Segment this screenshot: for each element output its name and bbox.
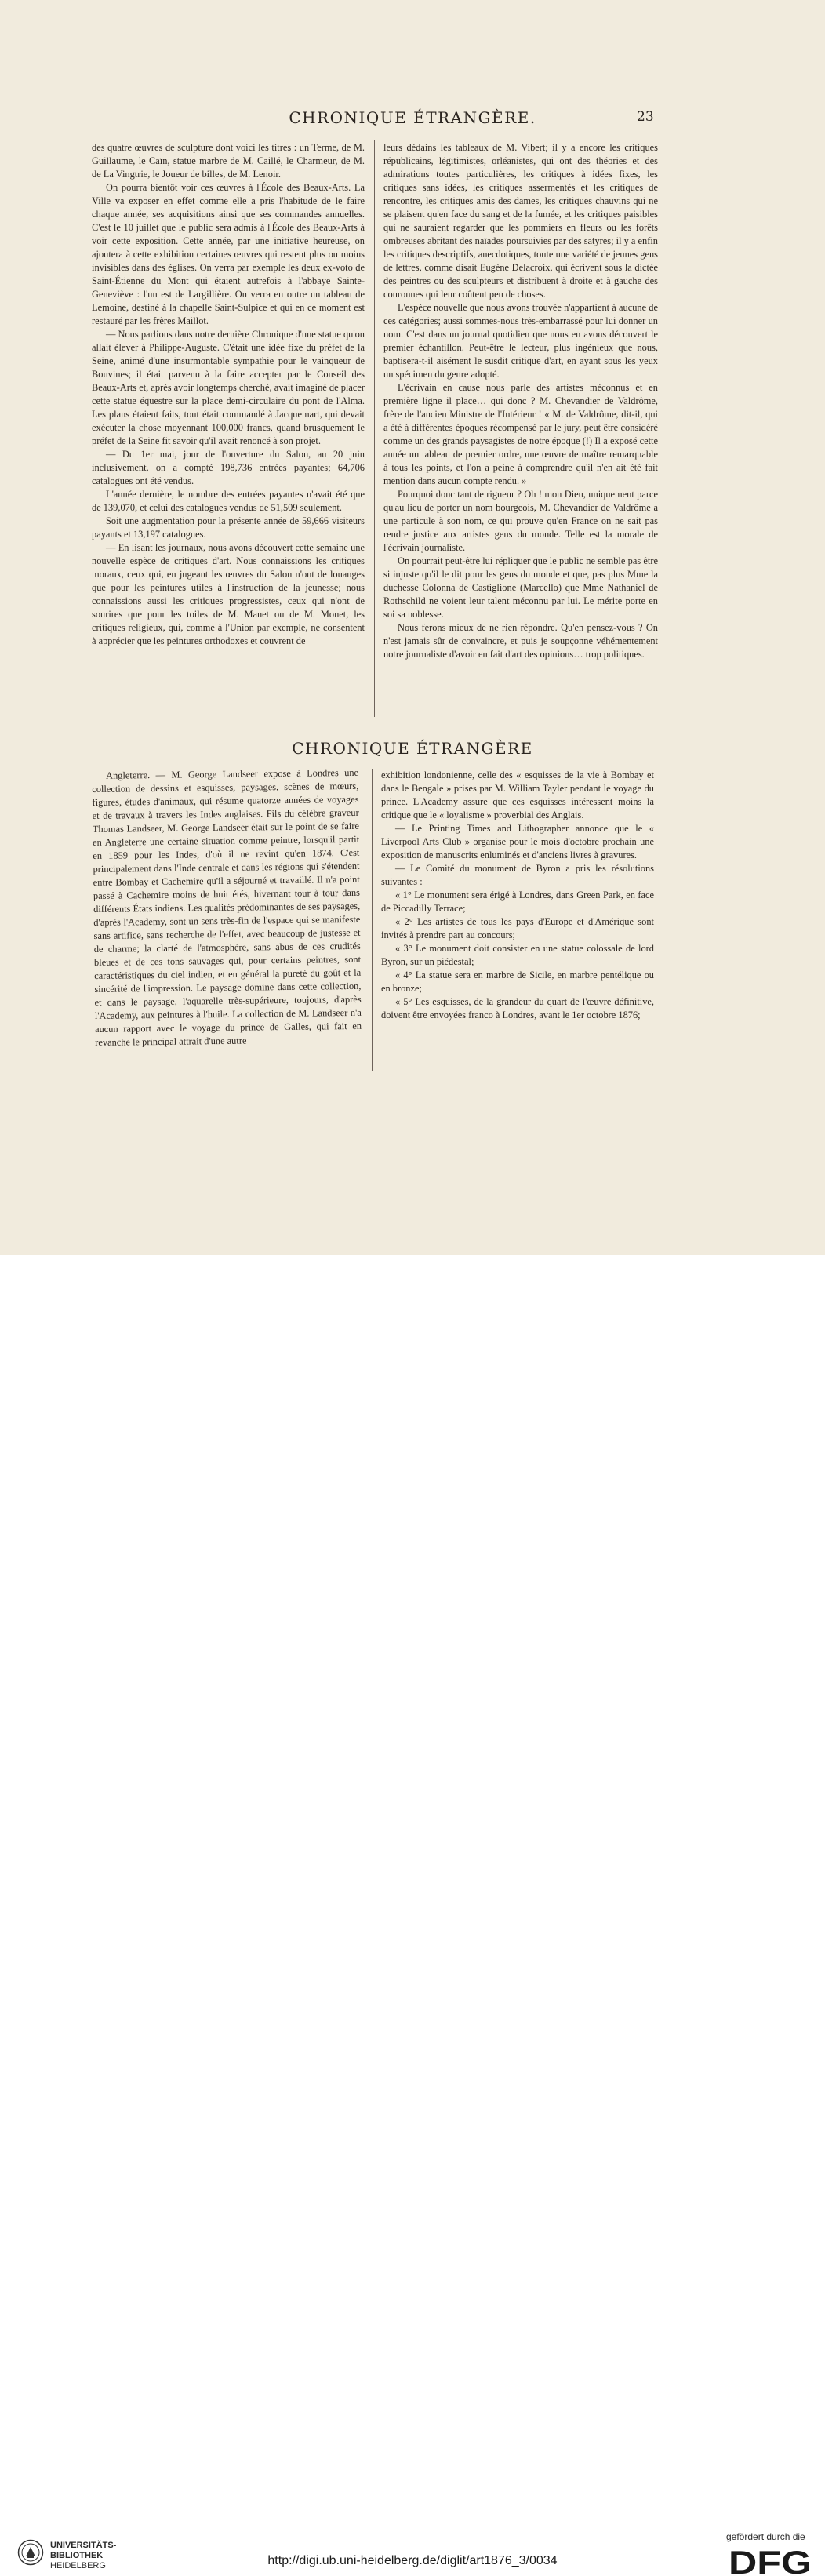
paragraph: — Le Printing Times and Lithographer annonce que le « Liverpool Arts Club » organise pour le mois d'octobre prochain une exposition de manuscrits enluminés et d'anciens livres à gravures. bbox=[381, 823, 654, 860]
viewer-footer bbox=[0, 1255, 825, 2576]
institution-line: BIBLIOTHEK bbox=[50, 2551, 104, 2560]
paragraph: — Du 1er mai, jour de l'ouverture du Salon, au 20 juin inclusivement, on a compté 198,736 entrées payantes; 64,706 catalogues ont été vendus. bbox=[92, 449, 365, 486]
paragraph: Nous ferons mieux de ne rien répondre. Qu'en pensez-vous ? On n'est jamais sûr de convaincre, et puis je soupçonne véhémentement notre journaliste d'avoir en fait d'art des opinions… trop politiques. bbox=[383, 622, 658, 660]
top-right-column bbox=[383, 141, 658, 661]
paragraph: On pourra bientôt voir ces œuvres à l'École des Beaux-Arts. La Ville va exposer en effet comme elle a pris l'habitude de le faire chaque année, ses acquisitions ainsi que ses commandes annuelles. C'est le 10 juillet que le public sera admis à l'École des Beaux-Arts à voir cette exposition. Cette année, par une initiative heureuse, on ajoutera à cette exhibition certaines œuvres qui restent plus ou moins invisibles dans des églises. On verra par exemple les deux ex-voto de Saint-Étienne du Mont qui étaient autrefois à l'abbaye Sainte-Geneviève : l'un est de Largillière. On verra en outre un tableau de Lemoine, destiné à la chapelle Saint-Sulpice et qui en ce moment est restauré par les frères Maillot. bbox=[92, 182, 365, 326]
bottom-right-column bbox=[381, 769, 654, 1022]
page-number: 23 bbox=[637, 109, 654, 125]
scanned-page bbox=[0, 0, 825, 1255]
paragraph: « 1° Le monument sera érigé à Londres, dans Green Park, en face de Piccadilly Terrace; bbox=[381, 890, 654, 914]
dfg-logo bbox=[729, 2546, 813, 2576]
paragraph: L'année dernière, le nombre des entrées payantes n'avait été que de 139,070, et celui des catalogues vendus de 51,509 seulement. bbox=[92, 489, 365, 513]
page-url[interactable]: http://digi.ub.uni-heidelberg.de/diglit/art1876_3/0034 bbox=[267, 2554, 558, 2567]
funded-by-label: gefördert durch die bbox=[726, 2531, 805, 2542]
paragraph: L'espèce nouvelle que nous avons trouvée n'appartient à aucune de ces catégories; aussi sommes-nous très-embarrassé pour lui donner un nom. C'est dans un journal quotidien que nous en avons découvert le premier échantillon. Peut-être le lecteur, plus ingénieux que nous, baptisera-t-il aisément le susdit critique d'art, en ayant sous les yeux un spécimen du genre adopté. bbox=[383, 302, 658, 380]
paragraph: — En lisant les journaux, nous avons découvert cette semaine une nouvelle espèce de critiques d'art. Nous connaissions les critiques moraux, ceux qui, en jugeant les œuvres du Salon n'ont de louanges que pour les peintures utiles à l'instruction de la jeunesse; nous connaissions aussi les critiques progressistes, ceux qui n'ont de sourires que pour les toiles de M. Manet ou de M. Monet, les critiques religieux, qui, comme à l'Union par exemple, ne consentent à apprécier que les peintures orthodoxes et couvrent de bbox=[92, 542, 365, 646]
paragraph: « 2° Les artistes de tous les pays d'Europe et d'Amérique sont invités à prendre part au concours; bbox=[381, 916, 654, 941]
institution-line: UNIVERSITÄTS- bbox=[50, 2541, 117, 2550]
paragraph: Soit une augmentation pour la présente année de 59,666 visiteurs payants et 13,197 catalogues. bbox=[92, 515, 365, 540]
column-divider bbox=[374, 140, 375, 717]
paragraph: exhibition londonienne, celle des « esquisses de la vie à Bombay et dans le Bengale » prises par M. William Tayler pendant le voyage du prince. L'Academy assure que ces esquisses intéressent moins la critique que le « loyalisme » proverbial des Anglais. bbox=[381, 770, 654, 820]
paragraph: On pourrait peut-être lui répliquer que le public ne semble pas être si injuste qu'il le dit pour les gens du monde et que, pas plus Mme la duchesse Colonna de Castiglione (Marcello) que Mme Nathaniel de Rothschild ne voient leur talent méconnu par lui. Le mérite porte en soi sa noblesse. bbox=[383, 555, 658, 620]
paragraph: — Le Comité du monument de Byron a pris les résolutions suivantes : bbox=[381, 863, 654, 887]
paragraph: L'écrivain en cause nous parle des artistes méconnus et en première ligne il place… qui donc ? M. Chevandier de Valdrôme, frère de l'ancien Ministre de l'Intérieur ! « M. de Valdrôme, dit-il, qui a été à différentes époques récompensé par le jury, peut être considéré comme un des grands paysagistes de notre époque (!) Il a exposé cette année un tableau de premier ordre, une œuvre de maître remarquable à tous les points, et l'on a peine à comprendre qu'il n'en ait été fait mention dans aucun compte rendu. » bbox=[383, 382, 658, 486]
running-head: CHRONIQUE ÉTRANGÈRE. bbox=[289, 108, 536, 127]
paragraph: Angleterre. — M. George Landseer expose à Londres une collection de dessins et esquisses, paysages, scènes de mœurs, figures, études d'animaux, qui résume quatorze années de voyages et de travaux à travers les Indes anglaises. Fils du célèbre graveur Thomas Landseer, M. George Landseer était sur le point de se faire en Angleterre une certaine situation comme peintre, lorsqu'il partit en 1859 pour les Indes, d'où il ne revint qu'en 1874. C'est principalement dans l'Inde centrale et dans les régions qui s'étendent entre Bombay et Cachemire qu'il a séjourné et travaillé. Il n'a point passé à Cachemire moins de huit étés, hivernant tour à tour dans différents États indiens. Les qualités prédominantes de ses paysages, d'après l'Academy, sont un sens très-fin de l'espace qui se manifeste sans artifice, sans recherche de l'effet, avec beaucoup de justesse et de charme; la clarté de l'atmosphère, sans abus de ces crudités bleues et de ces tons sauvages qui, pour certains peintres, sont caractéristiques du ciel indien, et en général la pureté du goût et la sincérité de l'impression. Le paysage domine dans cette collection, et dans le paysage, l'aquarelle très-supérieure, toujours, d'après l'Academy, aux peintures à l'huile. La collection de M. Landseer n'a aucun rapport avec le voyage du prince de Galles, qui fait en revanche le principal attrait d'une autre bbox=[92, 766, 362, 1048]
paragraph: des quatre œuvres de sculpture dont voici les titres : un Terme, de M. Guillaume, le Caïn, statue marbre de M. Caillé, le Charmeur, de M. de La Vingtrie, le Joueur de billes, de M. Lenoir. bbox=[92, 142, 365, 180]
paragraph: Pourquoi donc tant de rigueur ? Oh ! mon Dieu, uniquement parce qu'au lieu de porter un nom bourgeois, M. Chevandier de Valdrôme a une particule à son nom, ce qui prouve qu'en France on ne sait pas rendre justice aux artistes gens du monde. Telle est la morale de l'écrivain journaliste. bbox=[383, 489, 658, 553]
paragraph: « 4° La statue sera en marbre de Sicile, en marbre pentélique ou en bronze; bbox=[381, 970, 654, 994]
paragraph: « 5° Les esquisses, de la grandeur du quart de l'œuvre définitive, doivent être envoyées franco à Londres, avant le 1er octobre 1876; bbox=[381, 996, 654, 1021]
section-title: CHRONIQUE ÉTRANGÈRE bbox=[292, 739, 533, 758]
dfg-logo-text: DFG bbox=[729, 2546, 812, 2576]
institution-line: HEIDELBERG bbox=[50, 2561, 106, 2571]
bottom-left-column bbox=[92, 766, 362, 1050]
paragraph: « 3° Le monument doit consister en une statue colossale de lord Byron, sur un piédestal; bbox=[381, 943, 654, 967]
top-left-column bbox=[92, 141, 365, 648]
column-divider bbox=[372, 769, 373, 1071]
paragraph: leurs dédains les tableaux de M. Vibert; il y a encore les critiques républicains, légitimistes, orléanistes, qui ont des théories et des admirations toutes particulières, les critiques à idées fixes, les critiques sans idées, les critiques assermentés et les critiques de rencontre, les critiques amis des dames, les critiques chauvins qui ne se plaisent qu'en face du sang et de la fumée, et les critiques paisibles qui ne sauraient regarder que les pommiers en fleurs ou les forêts ombreuses abritant des naïades poursuivies par des satyres; il y a enfin les critiques descriptifs, anecdotiques, toute une variété de jeunes gens de lettres, comme disait Eugène Delacroix, qui écrivent sous la dictée des peintres ou des sculpteurs et distribuent à droite et à gauche des couronnes qui leur coûtent peu de choses. bbox=[383, 142, 658, 300]
paragraph: — Nous parlions dans notre dernière Chronique d'une statue qu'on allait élever à Philippe-Auguste. C'était une idée fixe du préfet de la Seine, animé d'une insurmontable sympathie pour le vainqueur de Bouvines; il était parvenu à la faire accepter par le Conseil des Beaux-Arts et, après avoir longtemps cherché, avait imaginé de placer cette statue équestre sur la place demi-circulaire du pont de l'Alma. Les plans étaient faits, tout était commandé à Jacquemart, qui devait exécuter la chose moyennant 100,000 francs, quand brusquement le préfet de la Seine fit savoir qu'il avait renoncé à son projet. bbox=[92, 329, 365, 446]
